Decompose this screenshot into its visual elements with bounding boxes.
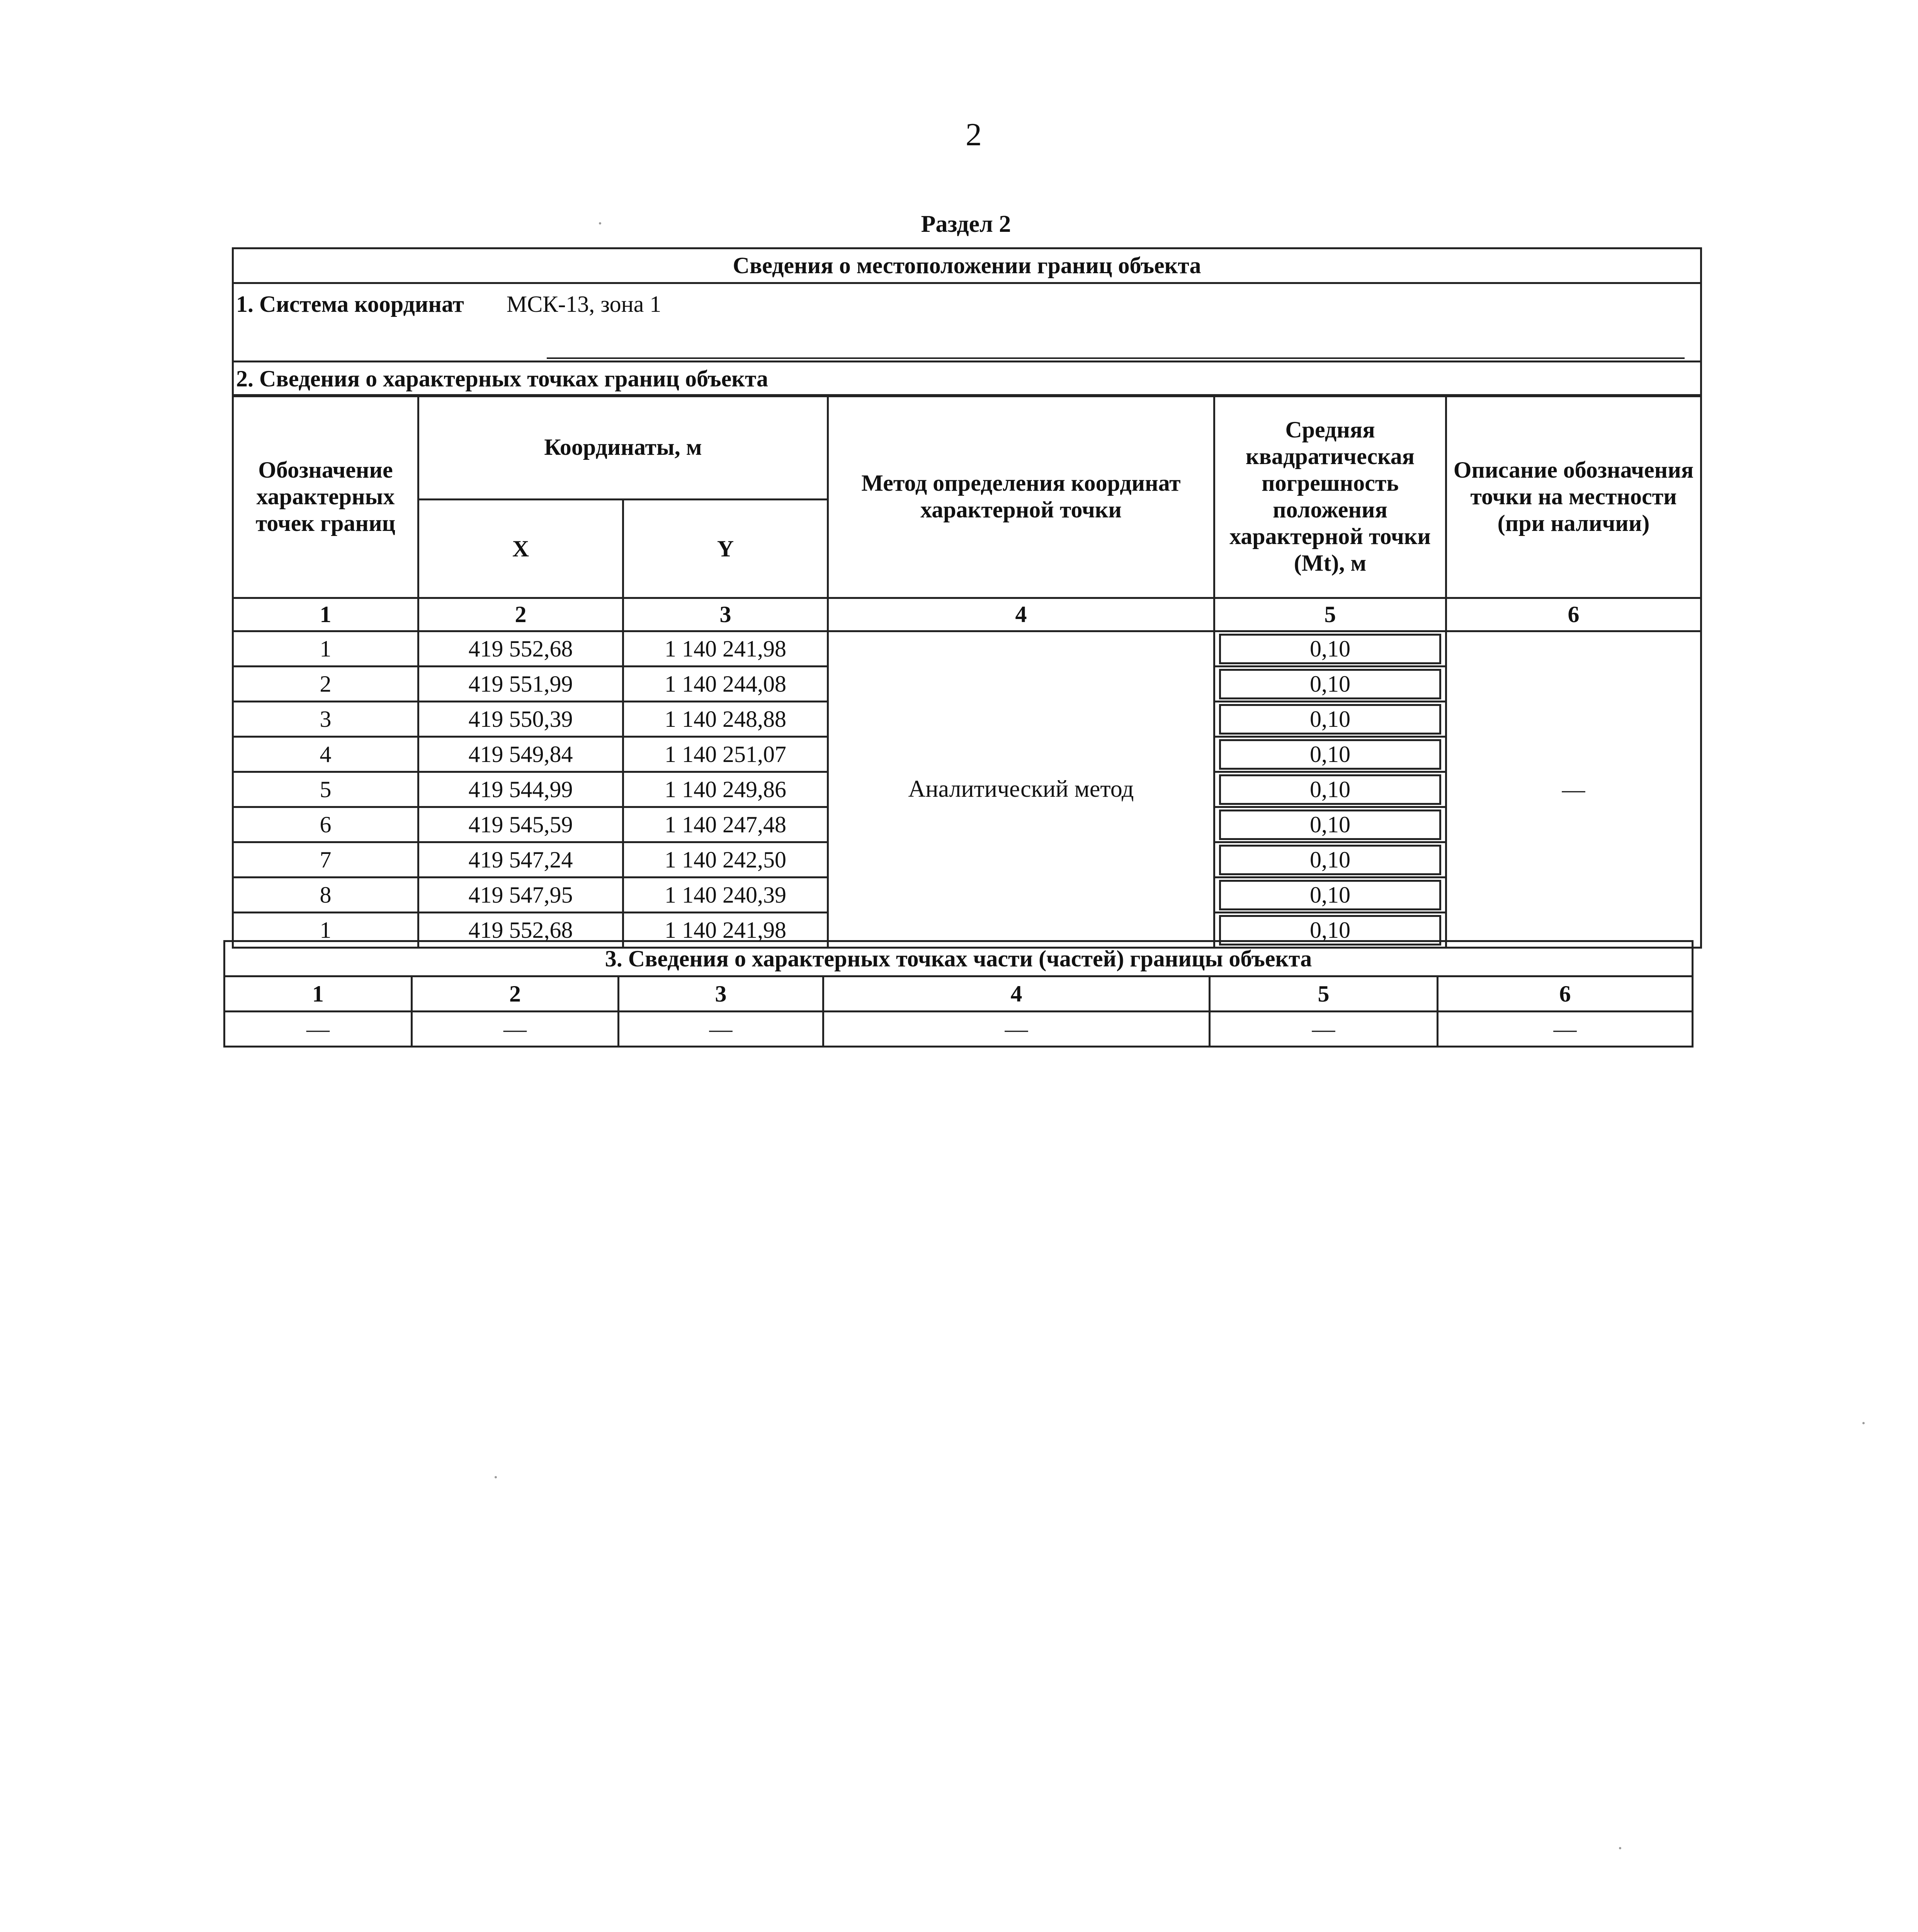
col-number: 1 xyxy=(224,976,412,1012)
col-number: 6 xyxy=(1438,976,1693,1012)
col-number: 2 xyxy=(412,976,619,1012)
point-id: 5 xyxy=(233,772,418,807)
point-id: 3 xyxy=(233,702,418,737)
coord-y: 1 140 241,98 xyxy=(623,913,828,948)
table3-title: 3. Сведения о характерных точках части (частей) границы объекта xyxy=(224,941,1693,976)
col-number: 5 xyxy=(1210,976,1438,1012)
coord-x: 419 547,95 xyxy=(418,878,623,913)
point-id: 1 xyxy=(233,631,418,667)
table-row xyxy=(224,1012,1693,1047)
dash-cell: — xyxy=(412,1012,619,1047)
coord-y: 1 140 249,86 xyxy=(623,772,828,807)
col-number: 3 xyxy=(619,976,823,1012)
coord-x: 419 547,24 xyxy=(418,842,623,878)
point-id: 1 xyxy=(233,913,418,948)
col-number: 5 xyxy=(1214,598,1446,631)
scan-speck xyxy=(599,222,601,224)
mt-cell xyxy=(1214,772,1446,807)
coord-x: 419 545,59 xyxy=(418,807,623,842)
coord-y: 1 140 240,39 xyxy=(623,878,828,913)
coord-y: 1 140 242,50 xyxy=(623,842,828,878)
table1-title: Сведения о местоположении границ объекта xyxy=(233,248,1701,283)
mt-value: 0,10 xyxy=(1219,704,1441,735)
coord-x: 419 552,68 xyxy=(418,913,623,948)
mt-value: 0,10 xyxy=(1219,634,1441,664)
point-id: 7 xyxy=(233,842,418,878)
header-y: Y xyxy=(623,500,828,598)
col-number: 4 xyxy=(823,976,1210,1012)
coord-y: 1 140 244,08 xyxy=(623,667,828,702)
point-id: 8 xyxy=(233,878,418,913)
col-number: 1 xyxy=(233,598,418,631)
boundary-points-table xyxy=(232,394,1702,949)
mt-cell xyxy=(1214,807,1446,842)
mt-value: 0,10 xyxy=(1219,774,1441,805)
mt-value: 0,10 xyxy=(1219,845,1441,875)
mt-cell xyxy=(1214,878,1446,913)
coord-y: 1 140 248,88 xyxy=(623,702,828,737)
header-mt: Средняя квадратическая погрешность положения характерной точки (Mt), м xyxy=(1214,395,1446,598)
page-number: 2 xyxy=(966,117,982,153)
mt-cell xyxy=(1214,631,1446,667)
coord-system-label: 1. Система координат xyxy=(236,291,464,317)
col-number: 2 xyxy=(418,598,623,631)
point-id: 4 xyxy=(233,737,418,772)
mt-value: 0,10 xyxy=(1219,810,1441,840)
mt-value: 0,10 xyxy=(1219,739,1441,770)
col-number: 4 xyxy=(828,598,1214,631)
coord-y: 1 140 247,48 xyxy=(623,807,828,842)
description-value: — xyxy=(1446,631,1701,948)
coord-y: 1 140 241,98 xyxy=(623,631,828,667)
coord-x: 419 549,84 xyxy=(418,737,623,772)
header-description: Описание обозначения точки на местности (при наличии) xyxy=(1446,395,1701,598)
coord-x: 419 550,39 xyxy=(418,702,623,737)
section2-label: 2. Сведения о характерных точках границ объекта xyxy=(233,362,1701,396)
table-row xyxy=(233,631,1701,667)
mt-value: 0,10 xyxy=(1219,669,1441,699)
header-coordinates: Координаты, м xyxy=(418,395,828,500)
col-number: 6 xyxy=(1446,598,1701,631)
point-id: 2 xyxy=(233,667,418,702)
location-info-table xyxy=(232,247,1702,397)
mt-value: 0,10 xyxy=(1219,880,1441,910)
dash-cell: — xyxy=(1210,1012,1438,1047)
dash-cell: — xyxy=(224,1012,412,1047)
dash-cell: — xyxy=(823,1012,1210,1047)
scan-speck xyxy=(1862,1422,1865,1424)
header-x: X xyxy=(418,500,623,598)
method-value: Аналитический метод xyxy=(828,631,1214,948)
dash-cell: — xyxy=(619,1012,823,1047)
coord-x: 419 551,99 xyxy=(418,667,623,702)
col-number: 3 xyxy=(623,598,828,631)
mt-cell xyxy=(1214,737,1446,772)
mt-cell xyxy=(1214,702,1446,737)
header-designation: Обозначение характерных точек границ xyxy=(233,395,418,598)
boundary-parts-table xyxy=(223,940,1694,1048)
coord-x: 419 544,99 xyxy=(418,772,623,807)
coord-system-underline xyxy=(547,357,1685,359)
mt-cell xyxy=(1214,667,1446,702)
coord-y: 1 140 251,07 xyxy=(623,737,828,772)
section-title: Раздел 2 xyxy=(921,211,1011,237)
header-method: Метод определения координат характерной точки xyxy=(828,395,1214,598)
scan-speck xyxy=(1619,1847,1621,1849)
mt-cell xyxy=(1214,842,1446,878)
scan-speck xyxy=(495,1476,497,1478)
dash-cell: — xyxy=(1438,1012,1693,1047)
mt-value: 0,10 xyxy=(1219,915,1441,946)
point-id: 6 xyxy=(233,807,418,842)
coord-system-row xyxy=(233,283,1701,362)
coord-x: 419 552,68 xyxy=(418,631,623,667)
coord-system-value: МСК-13, зона 1 xyxy=(506,291,661,317)
